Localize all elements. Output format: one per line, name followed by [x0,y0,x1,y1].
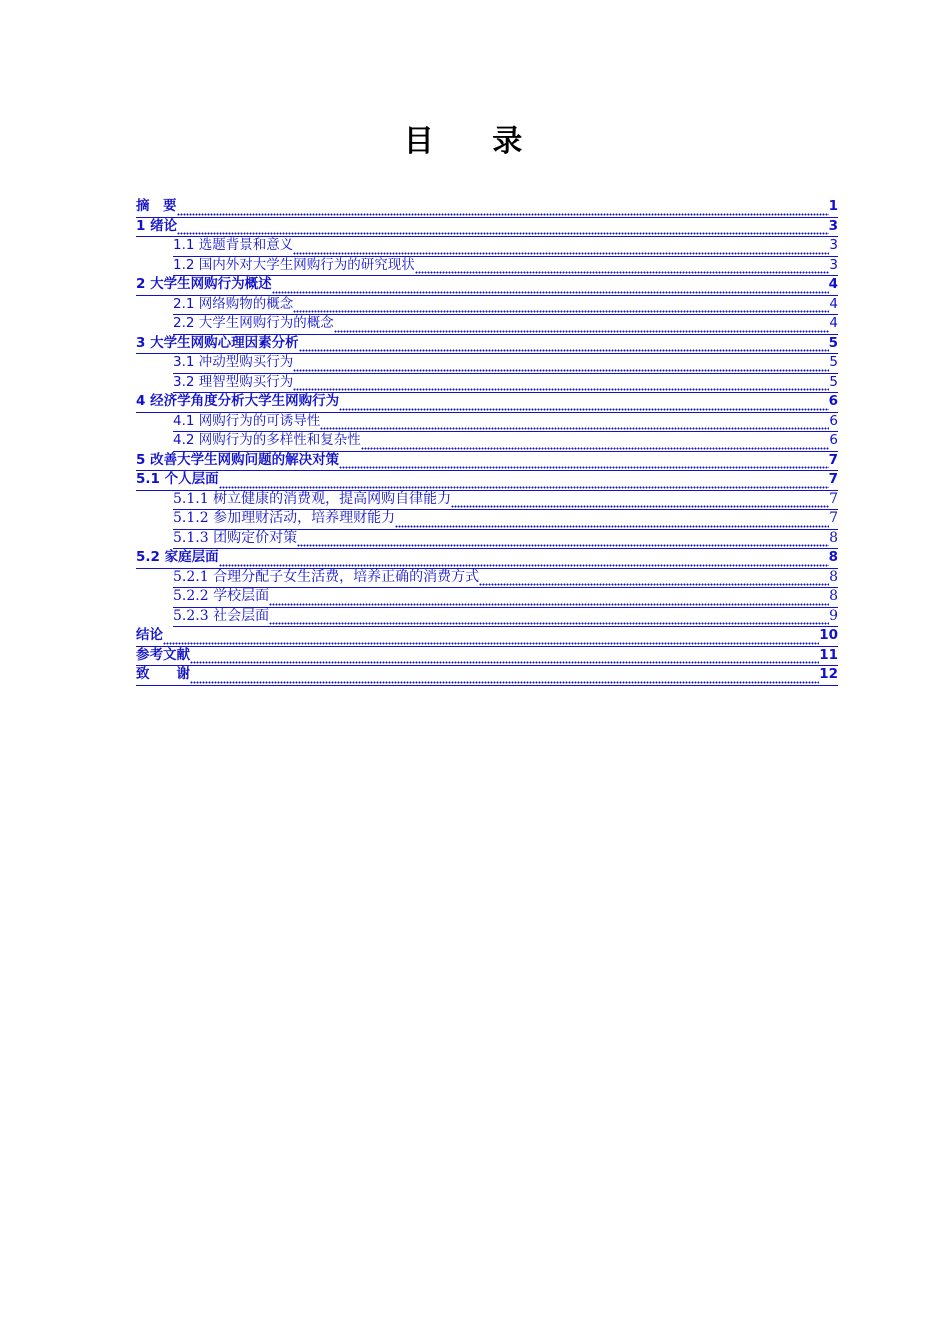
toc-leader-dots [395,512,829,530]
toc-entry-label: 5.2.1 合理分配子女生活费，培养正确的消费方式 [173,568,479,589]
toc-entry[interactable] [136,530,838,550]
toc-leader-dots [293,375,829,393]
toc-leader-dots [339,453,829,471]
toc-entry-label: 5.1.2 参加理财活动，培养理财能力 [173,509,395,530]
toc-entry-label: 结论 [136,626,163,647]
toc-entry-label: 2.1 网络购物的概念 [173,295,293,316]
toc-entry[interactable] [136,510,838,530]
toc-entry-label: 5.2.3 社会层面 [173,607,269,628]
toc-entry-page-number: 8 [829,587,838,608]
toc-entry[interactable] [136,393,838,413]
toc-entry[interactable] [136,335,838,355]
toc-leader-dots [361,434,830,452]
toc-entry[interactable] [136,218,838,238]
toc-entry-label: 4 经济学角度分析大学生网购行为 [136,392,339,413]
toc-entry-label: 2 大学生网购行为概述 [136,275,272,296]
toc-entry-label: 5.2 家庭层面 [136,548,219,569]
toc-entry-page-number: 9 [829,607,838,628]
toc-entry-label: 2.2 大学生网购行为的概念 [173,314,334,335]
toc-leader-dots [415,258,830,276]
toc-entry-label: 5.2.2 学校层面 [173,587,269,608]
toc-entry[interactable] [136,413,838,433]
toc-leader-dots [479,570,829,588]
toc-entry-label: 5.1.1 树立健康的消费观，提高网购自律能力 [173,490,451,511]
toc-leader-dots [293,297,829,315]
toc-entry[interactable] [136,569,838,589]
toc-leader-dots [177,200,829,218]
toc-leader-dots [219,551,829,569]
toc-leader-dots [451,492,829,510]
toc-entry-page-number: 4 [829,275,838,296]
page-title: 目 录 [403,124,547,159]
toc-entry-page-number: 7 [829,490,838,511]
toc-entry[interactable] [136,354,838,374]
toc-entry[interactable] [136,198,838,218]
toc-entry-page-number: 6 [829,431,838,452]
toc-entry[interactable] [136,627,838,647]
toc-leader-dots [293,356,829,374]
toc-entry-page-number: 6 [829,392,838,413]
toc-entry-label: 5.1 个人层面 [136,470,219,491]
toc-entry[interactable] [136,666,838,686]
toc-entry-label: 1 绪论 [136,217,177,238]
toc-leader-dots [190,648,819,666]
toc-entry-label: 摘 要 [136,197,177,218]
toc-entry[interactable] [136,588,838,608]
toc-entry-page-number: 7 [829,470,838,491]
toc-entry-label: 1.1 选题背景和意义 [173,236,293,257]
toc-entry[interactable] [136,549,838,569]
toc-entry-page-number: 7 [829,509,838,530]
toc-entry[interactable] [136,608,838,628]
toc-leader-dots [293,239,829,257]
toc-entry-page-number: 7 [829,451,838,472]
toc-entry-label: 3 大学生网购心理因素分析 [136,334,299,355]
toc-entry-label: 5.1.3 团购定价对策 [173,529,297,550]
toc-entry[interactable] [136,374,838,394]
toc-leader-dots [297,531,829,549]
toc-entry-page-number: 11 [819,646,838,667]
toc-entry-page-number: 3 [829,236,838,257]
toc-entry-page-number: 4 [829,295,838,316]
toc-entry-page-number: 8 [829,548,838,569]
toc-leader-dots [163,629,819,647]
toc-leader-dots [299,336,829,354]
toc-entry-page-number: 10 [819,626,838,647]
toc-entry-page-number: 12 [819,665,838,686]
toc-leader-dots [320,414,829,432]
toc-entry-label: 致 谢 [136,665,190,686]
toc-entry[interactable] [136,452,838,472]
toc-entry[interactable] [136,647,838,667]
toc-leader-dots [177,219,829,237]
toc-entry-page-number: 6 [829,412,838,433]
toc-entry-page-number: 4 [829,314,838,335]
toc-entry[interactable] [136,471,838,491]
toc-entry-label: 3.1 冲动型购买行为 [173,353,293,374]
toc-leader-dots [272,278,829,296]
toc-leader-dots [334,317,830,335]
toc-leader-dots [339,395,829,413]
toc-entry[interactable] [136,276,838,296]
toc-entry[interactable] [136,491,838,511]
toc-entry[interactable] [136,315,838,335]
toc-entry-page-number: 3 [829,256,838,277]
toc-leader-dots [190,668,819,686]
toc-leader-dots [269,609,829,627]
toc-entry-page-number: 5 [829,373,838,394]
toc-entry[interactable] [136,257,838,277]
table-of-contents [136,198,838,686]
toc-entry-label: 5 改善大学生网购问题的解决对策 [136,451,339,472]
toc-entry-page-number: 8 [829,568,838,589]
toc-entry[interactable] [136,296,838,316]
toc-entry-label: 参考文献 [136,646,190,667]
toc-entry[interactable] [136,237,838,257]
toc-entry-page-number: 1 [829,197,838,218]
toc-entry-label: 4.1 网购行为的可诱导性 [173,412,320,433]
toc-entry-page-number: 5 [829,353,838,374]
toc-entry-page-number: 3 [829,217,838,238]
toc-entry[interactable] [136,432,838,452]
toc-leader-dots [219,473,829,491]
toc-entry-label: 3.2 理智型购买行为 [173,373,293,394]
toc-leader-dots [269,590,829,608]
toc-entry-page-number: 5 [829,334,838,355]
toc-entry-label: 1.2 国内外对大学生网购行为的研究现状 [173,256,415,277]
toc-entry-label: 4.2 网购行为的多样性和复杂性 [173,431,361,452]
toc-entry-page-number: 8 [829,529,838,550]
